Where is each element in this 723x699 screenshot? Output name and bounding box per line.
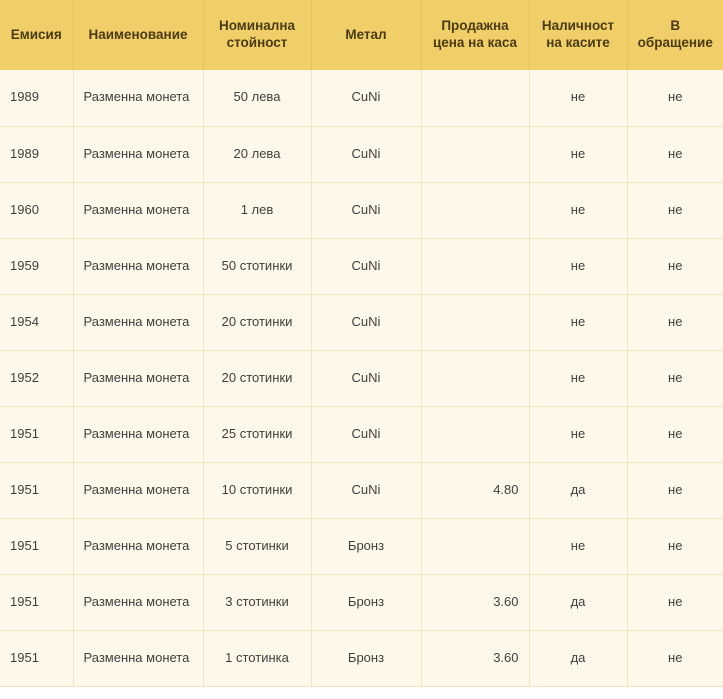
cell-cash: не (529, 182, 627, 238)
cell-nominal: 20 стотинки (203, 350, 311, 406)
cell-cash: не (529, 294, 627, 350)
cell-emission: 1989 (0, 126, 73, 182)
cell-cash: не (529, 406, 627, 462)
cell-name: Разменна монета (73, 462, 203, 518)
cell-price (421, 350, 529, 406)
cell-cash: не (529, 238, 627, 294)
cell-name: Разменна монета (73, 630, 203, 686)
cell-nominal: 1 лев (203, 182, 311, 238)
cell-metal: CuNi (311, 294, 421, 350)
cell-metal: CuNi (311, 238, 421, 294)
table-row (0, 238, 723, 294)
cell-emission: 1960 (0, 182, 73, 238)
cell-metal: CuNi (311, 182, 421, 238)
table-row (0, 462, 723, 518)
cell-emission: 1959 (0, 238, 73, 294)
cell-nominal: 25 стотинки (203, 406, 311, 462)
table-header (0, 0, 723, 70)
cell-price (421, 294, 529, 350)
cell-metal: Бронз (311, 518, 421, 574)
cell-price (421, 126, 529, 182)
cell-circulation: не (627, 406, 723, 462)
table-row (0, 294, 723, 350)
cell-nominal: 20 лева (203, 126, 311, 182)
cell-price (421, 238, 529, 294)
cell-circulation: не (627, 294, 723, 350)
column-header-price: Продажна цена на каса (421, 0, 529, 70)
cell-nominal: 20 стотинки (203, 294, 311, 350)
cell-metal: CuNi (311, 462, 421, 518)
header-row (0, 0, 723, 70)
cell-nominal: 10 стотинки (203, 462, 311, 518)
table-row (0, 182, 723, 238)
cell-nominal: 5 стотинки (203, 518, 311, 574)
cell-price: 3.60 (421, 630, 529, 686)
cell-circulation: не (627, 574, 723, 630)
column-header-metal: Метал (311, 0, 421, 70)
cell-cash: не (529, 126, 627, 182)
cell-cash: не (529, 350, 627, 406)
table-row (0, 70, 723, 126)
cell-metal: CuNi (311, 350, 421, 406)
cell-circulation: не (627, 350, 723, 406)
cell-price: 3.60 (421, 574, 529, 630)
cell-emission: 1951 (0, 518, 73, 574)
cell-circulation: не (627, 238, 723, 294)
cell-metal: CuNi (311, 70, 421, 126)
cell-name: Разменна монета (73, 574, 203, 630)
cell-name: Разменна монета (73, 238, 203, 294)
cell-circulation: не (627, 182, 723, 238)
cell-metal: Бронз (311, 630, 421, 686)
cell-circulation: не (627, 70, 723, 126)
column-header-emission: Емисия (0, 0, 73, 70)
cell-circulation: не (627, 462, 723, 518)
cell-price (421, 70, 529, 126)
cell-metal: Бронз (311, 574, 421, 630)
table-row (0, 126, 723, 182)
table-body (0, 70, 723, 686)
cell-emission: 1951 (0, 630, 73, 686)
cell-nominal: 3 стотинки (203, 574, 311, 630)
cell-emission: 1951 (0, 406, 73, 462)
table-row (0, 630, 723, 686)
cell-name: Разменна монета (73, 126, 203, 182)
cell-emission: 1952 (0, 350, 73, 406)
column-header-nominal: Номинална стойност (203, 0, 311, 70)
column-header-cash: Наличност на касите (529, 0, 627, 70)
cell-nominal: 1 стотинка (203, 630, 311, 686)
cell-emission: 1954 (0, 294, 73, 350)
cell-emission: 1989 (0, 70, 73, 126)
cell-price: 4.80 (421, 462, 529, 518)
table-row (0, 574, 723, 630)
cell-nominal: 50 лева (203, 70, 311, 126)
cell-circulation: не (627, 126, 723, 182)
cell-name: Разменна монета (73, 294, 203, 350)
cell-circulation: не (627, 630, 723, 686)
cell-price (421, 182, 529, 238)
cell-price (421, 518, 529, 574)
cell-metal: CuNi (311, 126, 421, 182)
table-row (0, 406, 723, 462)
cell-emission: 1951 (0, 462, 73, 518)
cell-name: Разменна монета (73, 350, 203, 406)
cell-price (421, 406, 529, 462)
column-header-circulation: В обращение (627, 0, 723, 70)
cell-cash: не (529, 70, 627, 126)
cell-circulation: не (627, 518, 723, 574)
cell-name: Разменна монета (73, 182, 203, 238)
cell-name: Разменна монета (73, 518, 203, 574)
cell-metal: CuNi (311, 406, 421, 462)
cell-cash: да (529, 574, 627, 630)
cell-nominal: 50 стотинки (203, 238, 311, 294)
cell-emission: 1951 (0, 574, 73, 630)
table-row (0, 350, 723, 406)
cell-cash: да (529, 630, 627, 686)
table-row (0, 518, 723, 574)
cell-name: Разменна монета (73, 406, 203, 462)
cell-cash: да (529, 462, 627, 518)
cell-name: Разменна монета (73, 70, 203, 126)
cell-cash: не (529, 518, 627, 574)
column-header-name: Наименование (73, 0, 203, 70)
